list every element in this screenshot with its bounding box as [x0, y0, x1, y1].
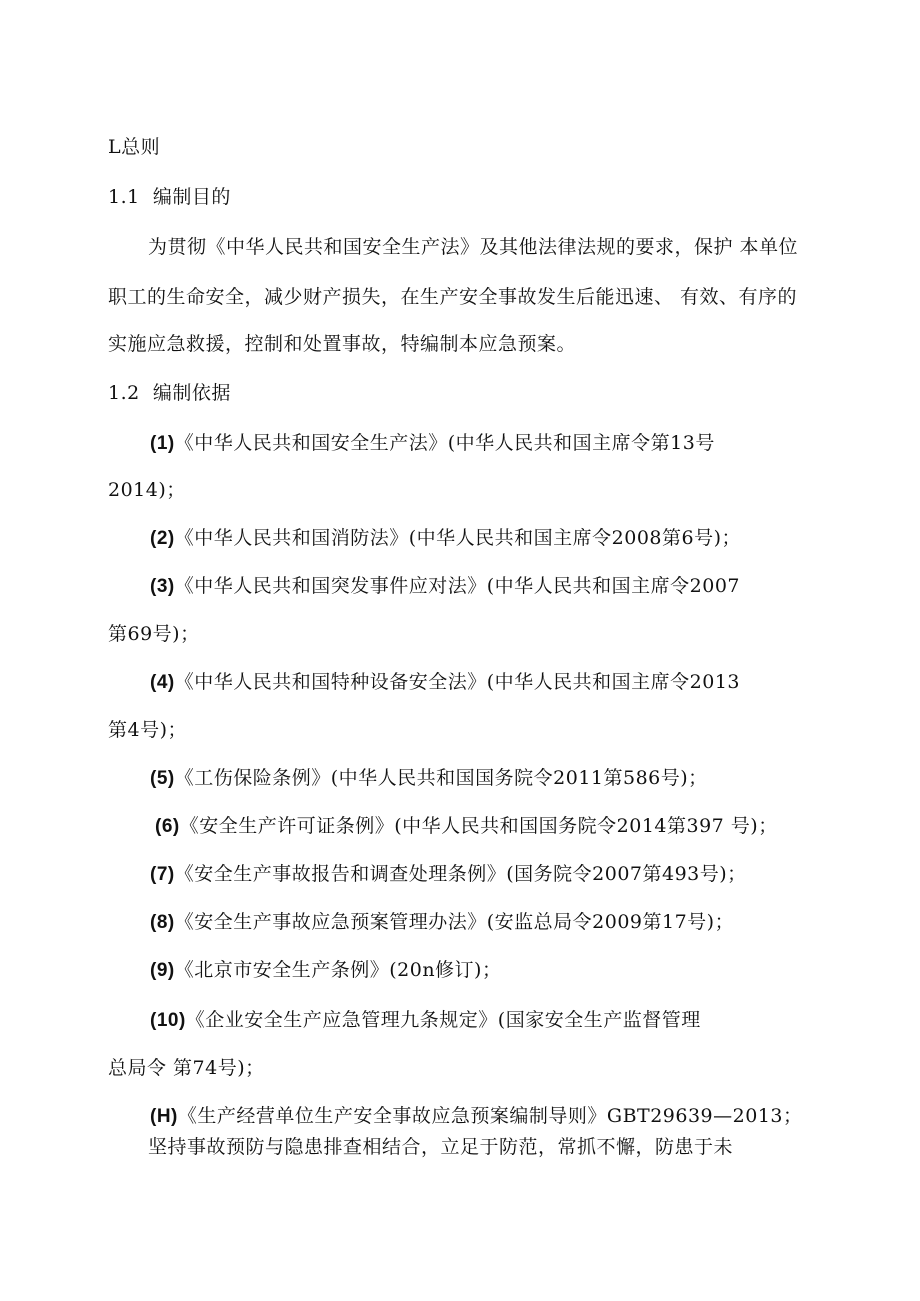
list-item-continuation: 第69号)；	[108, 623, 200, 645]
section-number: 1.2	[108, 382, 140, 404]
section-number: 1.1	[108, 186, 140, 208]
list-item-continuation: 2014)；	[108, 479, 186, 501]
list-item	[150, 670, 740, 695]
list-item	[150, 1008, 701, 1033]
list-marker: (8)	[150, 912, 175, 933]
list-marker: (4)	[150, 672, 175, 693]
list-item	[150, 526, 741, 551]
list-text: 《工伤保险条例》(中华人民共和国国务院令2011第586号)；	[174, 767, 708, 789]
list-marker: (9)	[150, 960, 175, 981]
chapter-title: L总则	[108, 136, 161, 158]
list-marker: (2)	[150, 528, 175, 549]
section-title: 编制目的	[152, 186, 231, 208]
list-item	[150, 910, 734, 935]
list-text: 《中华人民共和国消防法》(中华人民共和国主席令2008第6号)；	[174, 527, 742, 549]
section-title: 编制依据	[152, 382, 231, 404]
list-item	[150, 431, 715, 456]
section-heading-1-1	[108, 185, 231, 209]
list-text: 《中华人民共和国突发事件应对法》(中华人民共和国主席令2007	[174, 575, 741, 597]
list-text: 《企业安全生产应急管理九条规定》(国家安全生产监督管理	[185, 1009, 701, 1031]
list-text: 《生产经营单位生产安全事故应急预案编制导则》GBT29639—2013；	[177, 1105, 803, 1127]
paragraph-line: 职工的生命安全，减少财产损失，在生产安全事故发生后能迅速、 有效、有序的	[108, 286, 798, 308]
list-text: 《安全生产事故报告和调查处理条例》(国务院令2007第493号)；	[174, 863, 747, 885]
list-marker: (3)	[150, 576, 175, 597]
list-marker: (7)	[150, 864, 175, 885]
list-text: 《安全生产许可证条例》(中华人民共和国国务院令2014第397 号)；	[179, 815, 778, 837]
list-text: 《北京市安全生产条例》(20n修订)；	[174, 959, 502, 981]
list-marker: (10)	[150, 1010, 186, 1031]
trailing-paragraph-line: 坚持事故预防与隐患排查相结合，立足于防范，常抓不懈，防患于未	[148, 1136, 734, 1158]
list-text: 《中华人民共和国特种设备安全法》(中华人民共和国主席令2013	[174, 671, 741, 693]
list-item	[150, 958, 501, 983]
list-item-continuation: 总局令 第74号)；	[108, 1057, 265, 1079]
paragraph-line: 为贯彻《中华人民共和国安全生产法》及其他法律法规的要求，保护 本单位	[148, 236, 799, 258]
list-text: 《安全生产事故应急预案管理办法》(安监总局令2009第17号)；	[174, 911, 735, 933]
list-marker: (6)	[155, 816, 180, 837]
list-marker: (1)	[150, 433, 175, 454]
list-item	[150, 574, 740, 599]
list-marker: (H)	[150, 1106, 178, 1127]
list-item	[150, 1104, 803, 1129]
list-item	[150, 766, 708, 791]
list-item-continuation: 第4号)；	[108, 719, 188, 741]
list-text: 《中华人民共和国安全生产法》(中华人民共和国主席令第13号	[174, 432, 715, 454]
list-item	[155, 814, 778, 839]
list-marker: (5)	[150, 768, 175, 789]
paragraph-line: 实施应急救援，控制和处置事故，特编制本应急预案。	[108, 333, 577, 355]
section-heading-1-2	[108, 381, 231, 405]
list-item	[150, 862, 747, 887]
